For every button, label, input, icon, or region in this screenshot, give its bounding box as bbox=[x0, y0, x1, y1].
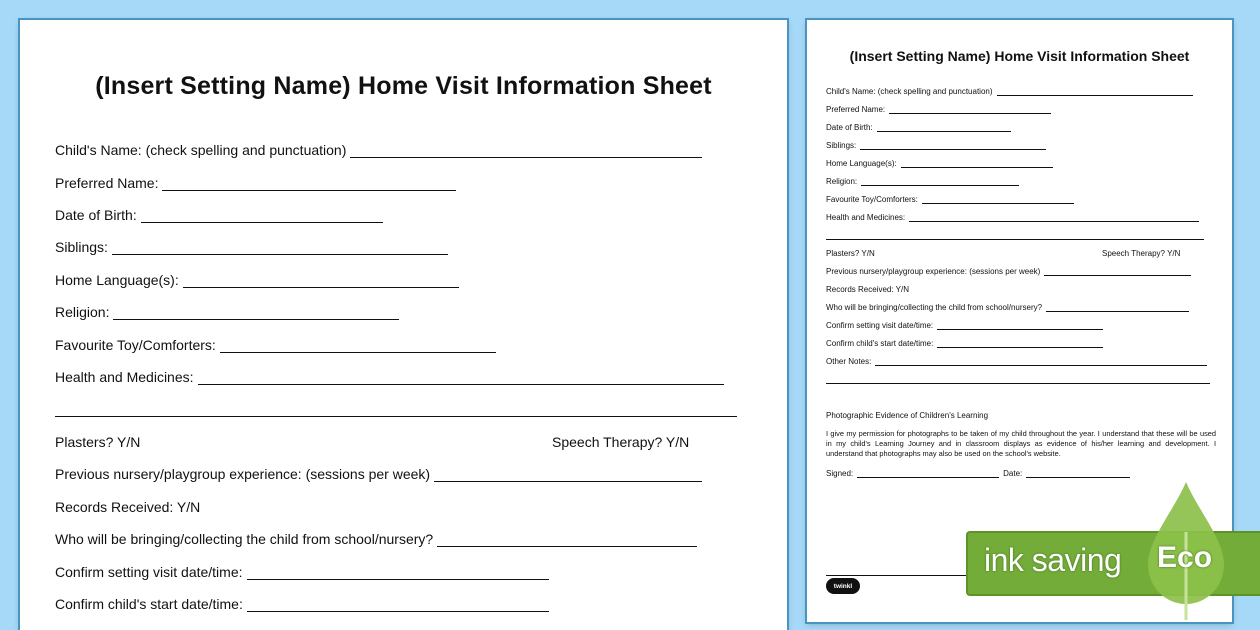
field-confirm-visit bbox=[55, 564, 549, 580]
field-preferred-name bbox=[826, 105, 1051, 114]
field-label-date: Date: bbox=[1003, 469, 1023, 478]
field-label: Plasters? Y/N bbox=[55, 434, 141, 450]
field-label: Previous nursery/playgroup experience: (sessions per week) bbox=[55, 466, 431, 482]
fill-line bbox=[997, 95, 1193, 96]
field-plasters bbox=[55, 434, 140, 450]
field-label: Religion: bbox=[55, 304, 110, 320]
field-confirm-visit bbox=[826, 321, 1103, 330]
field-label: Previous nursery/playgroup experience: (sessions per week) bbox=[826, 267, 1041, 276]
fill-line bbox=[901, 167, 1053, 168]
fill-line bbox=[875, 365, 1207, 366]
field-previous-nursery bbox=[826, 267, 1191, 276]
field-label: Health and Medicines: bbox=[55, 369, 194, 385]
fill-line bbox=[1026, 477, 1130, 478]
field-label: Home Language(s): bbox=[826, 159, 897, 168]
field-religion bbox=[55, 304, 399, 320]
field-bringing-collecting bbox=[826, 303, 1189, 312]
field-religion bbox=[826, 177, 1019, 186]
field-label: Records Received: Y/N bbox=[55, 499, 201, 515]
fill-line bbox=[162, 190, 456, 191]
document-page-large-preview bbox=[20, 20, 787, 630]
field-favourite-toy bbox=[826, 195, 1074, 204]
field-label: Siblings: bbox=[826, 141, 857, 150]
field-label: Who will be bringing/collecting the child from school/nursery? bbox=[826, 303, 1043, 312]
eco-badge-text: ink saving bbox=[984, 542, 1122, 578]
document-title: (Insert Setting Name) Home Visit Information Sheet bbox=[849, 48, 1190, 64]
field-records-received bbox=[826, 285, 909, 294]
field-health bbox=[826, 213, 1199, 222]
fill-line bbox=[247, 579, 549, 580]
fill-line bbox=[183, 287, 459, 288]
field-siblings bbox=[55, 239, 448, 255]
field-label: Who will be bringing/collecting the child from school/nursery? bbox=[55, 531, 434, 547]
field-signed bbox=[826, 469, 1130, 478]
eco-ink-saving-badge bbox=[966, 480, 1260, 630]
field-label: Signed: bbox=[826, 469, 854, 478]
twinkl-logo: twinkl bbox=[826, 578, 860, 594]
fill-line bbox=[1044, 275, 1191, 276]
fill-line-extra bbox=[55, 416, 737, 417]
fill-line bbox=[937, 347, 1103, 348]
field-childs-name bbox=[55, 142, 702, 158]
field-label: Plasters? Y/N bbox=[826, 249, 875, 258]
field-date-of-birth bbox=[55, 207, 383, 223]
fill-line bbox=[198, 384, 724, 385]
fill-line bbox=[247, 611, 549, 612]
field-label: Confirm child's start date/time: bbox=[55, 596, 243, 612]
document-title: (Insert Setting Name) Home Visit Information Sheet bbox=[95, 72, 712, 100]
field-label: Confirm child's start date/time: bbox=[826, 339, 934, 348]
field-label: Date of Birth: bbox=[55, 207, 137, 223]
field-speech-therapy: Speech Therapy? Y/N bbox=[1102, 249, 1181, 258]
fill-line bbox=[350, 157, 702, 158]
field-label: Preferred Name: bbox=[55, 175, 159, 191]
field-home-language bbox=[55, 272, 459, 288]
footer-line bbox=[826, 575, 986, 576]
field-plasters bbox=[826, 249, 875, 258]
field-label: Other Notes: bbox=[826, 357, 872, 366]
fill-line bbox=[857, 477, 999, 478]
field-confirm-start bbox=[826, 339, 1103, 348]
fill-line bbox=[220, 352, 496, 353]
fill-line bbox=[937, 329, 1103, 330]
field-label: Preferred Name: bbox=[826, 105, 886, 114]
field-previous-nursery bbox=[55, 466, 702, 482]
photo-permission-paragraph: I give my permission for photographs to be taken of my child throughout the year. I understand that these will be used in my child's Learning Journey and in classroom displays as evidence of his/her learning and development. I understand that photographs may also be used on the school's website. bbox=[826, 429, 1216, 458]
field-bringing-collecting bbox=[55, 531, 697, 547]
field-label: Favourite Toy/Comforters: bbox=[826, 195, 918, 204]
field-health bbox=[55, 369, 724, 385]
field-label: Health and Medicines: bbox=[826, 213, 906, 222]
photo-section-heading: Photographic Evidence of Children's Learning bbox=[826, 411, 989, 420]
field-childs-name bbox=[826, 87, 1193, 96]
fill-line bbox=[1046, 311, 1189, 312]
field-label: Siblings: bbox=[55, 239, 108, 255]
field-date-of-birth bbox=[826, 123, 1011, 132]
eco-badge-word: Eco bbox=[1157, 541, 1213, 574]
field-speech-therapy: Speech Therapy? Y/N bbox=[552, 434, 690, 450]
fill-line bbox=[861, 185, 1019, 186]
fill-line-extra bbox=[826, 239, 1204, 240]
field-records-received bbox=[55, 499, 200, 515]
fill-line bbox=[434, 481, 702, 482]
field-label: Records Received: Y/N bbox=[826, 285, 909, 294]
field-label: Confirm setting visit date/time: bbox=[55, 564, 243, 580]
fill-line bbox=[860, 149, 1046, 150]
field-other-notes bbox=[826, 357, 1207, 366]
field-preferred-name bbox=[55, 175, 456, 191]
fill-line bbox=[889, 113, 1051, 114]
field-favourite-toy bbox=[55, 337, 496, 353]
fill-line bbox=[922, 203, 1074, 204]
field-label: Confirm setting visit date/time: bbox=[826, 321, 934, 330]
fill-line bbox=[877, 131, 1011, 132]
field-home-language bbox=[826, 159, 1053, 168]
field-label: Date of Birth: bbox=[826, 123, 873, 132]
field-label: Child's Name: (check spelling and punctuation) bbox=[55, 142, 347, 158]
field-label: Religion: bbox=[826, 177, 858, 186]
fill-line bbox=[113, 319, 399, 320]
fill-line bbox=[141, 222, 383, 223]
fill-line bbox=[437, 546, 697, 547]
field-siblings bbox=[826, 141, 1046, 150]
field-label: Favourite Toy/Comforters: bbox=[55, 337, 216, 353]
fill-line bbox=[112, 254, 448, 255]
field-confirm-start bbox=[55, 596, 549, 612]
fill-line bbox=[909, 221, 1199, 222]
field-label: Home Language(s): bbox=[55, 272, 179, 288]
field-label: Child's Name: (check spelling and punctuation) bbox=[826, 87, 993, 96]
fill-line-extra bbox=[826, 383, 1210, 384]
